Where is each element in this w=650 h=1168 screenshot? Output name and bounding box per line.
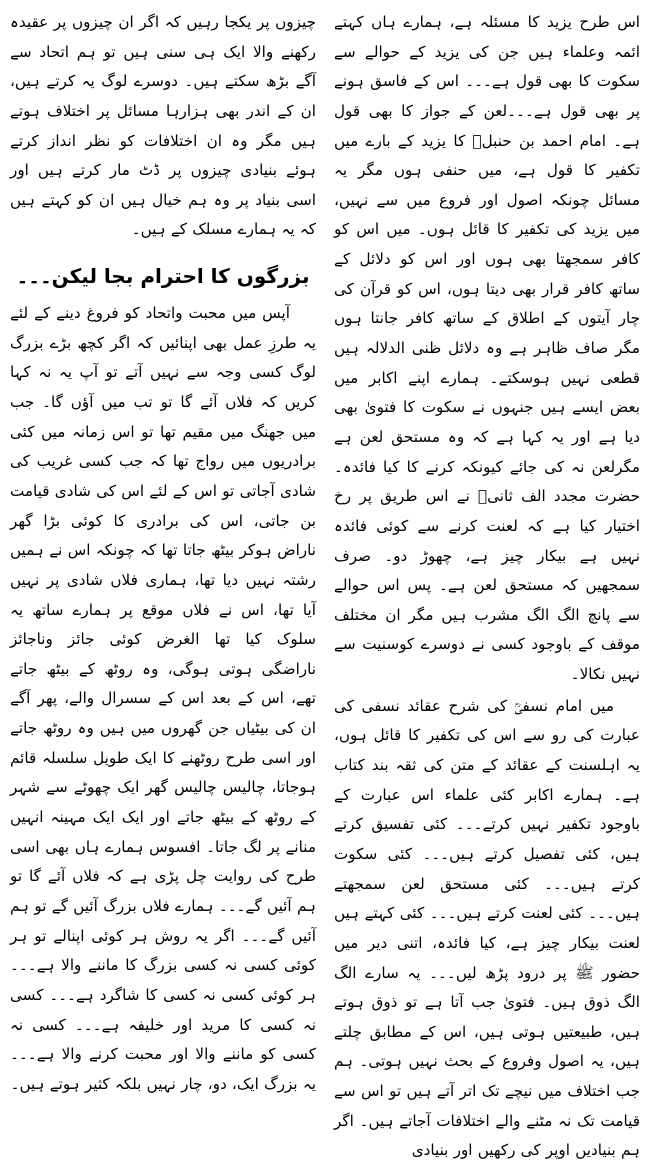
- right-column: [334, 8, 640, 1168]
- paragraph: اس طرح یزید کا مسئلہ ہے، ہمارے ہاں کہتے ائمہ وعلماء ہیں جن کی یزید کے حوالے سے سکوت کا بھی قول ہے۔۔۔ اس کے فاسق ہونے پر بھی قول ہے۔۔۔لعن کے جواز کا بھی قول ہے۔ امام احمد بن حنبلؒ کا یزید کے بارے میں تکفیر کا قول ہے، میں حنفی ہوں مگر یہ مسائل چونکہ اصول اور فروع میں سے نہیں، میں یزید کی تکفیر کا قائل ہوں۔ میں اس کو کافر سمجھتا بھی ہوں اور اس کو دلائل کے ساتھ کافر قرار بھی دیتا ہوں، اس کو قرآن کی چار آیتوں کے اطلاق کے ساتھ کافر جانتا ہوں مگر صاف ظاہر ہے وہ دلائل ظنی الدلالہ ہیں قطعی نہیں ہوسکتے۔ ہمارے اپنے اکابر میں بعض ایسے ہیں جنہوں نے سکوت کا فتویٰ بھی دیا ہے اور یہ کہا ہے کہ وہ مستحق لعن ہے مگرلعن نہ کی جائے کیونکہ کرنے کا کیا فائدہ۔ حضرت مجدد الف ثانیؒ نے اس طریق پر رخ اختیار کیا ہے کہ لعنت کرنے سے کوئی فائدہ نہیں ہے بیکار چیز ہے، چھوڑ دو۔ صرف سمجھیں کہ مستحق لعن ہے۔ پس اس حوالے سے پانچ الگ الگ مشرب ہیں مگر ان مختلف موقف کے باوجود کسی نے دوسرے کوسنیت سے نہیں نکالا۔: [334, 13, 640, 684]
- section-heading: بزرگوں کا احترام بجا لیکن۔۔۔: [16, 264, 310, 289]
- two-column-layout: [10, 8, 640, 1160]
- paragraph: چیزوں پر یکجا رہیں کہ اگر ان چیزوں پر عقیدہ رکھنے والا ایک ہی سنی ہیں تو ہم اتحاد سے آگے بڑھ سکتے ہیں۔ دوسرے لوگ یہ کرتے ہیں، ان کے اندر بھی ہزارہا مسائل پر اختلاف ہوتے ہیں مگر وہ ان اختلافات کو نظر انداز کرتے ہوئے بنیادی چیزوں پر ڈٹ مار کرتے ہیں اور اسی بنیاد پر وہ ہم خیال ہیں ان کو کہتے ہیں کہ یہ ہمارے مسلک کے ہیں۔: [10, 13, 316, 239]
- left-column: [10, 8, 316, 1101]
- paragraph: میں امام نسفیؒ کی شرح عقائد نسفی کی عبارت کی رو سے اس کی تکفیر کا قائل ہوں، یہ اہلسنت کے عقائد کے متن کی ثقہ بند کتاب ہے۔ ہمارے اکابر کئی علماء اس عبارت کے باوجود تکفیر نہیں کرتے۔۔۔ کئی تفسیق کرتے ہیں، کئی تفصیل کرتے ہیں۔۔۔ کئی سکوت کرتے ہیں۔۔۔ کئی مستحق لعن سمجھتے ہیں۔۔۔ کئی لعنت کرتے ہیں۔۔۔ کئی کہتے ہیں لعنت بیکار چیز ہے، کیا فائدہ، اتنی دیر میں حضور ﷺ پر درود پڑھ لیں۔۔۔ یہ سارے الگ الگ ذوق ہیں۔ فتویٰ جب آتا ہے تو ذوق ہوتے ہیں، طبیعتیں ہوتی ہیں، اس کے مطابق چلتے ہیں، یہ اصول وفروع کے بحث نہیں ہوتی۔ ہم جب اختلاف میں نیچے تک اتر آتے ہیں تو اس سے قیامت تک نہ مٹنے والے اختلافات آجاتے ہیں۔ اگر ہم بنیادیں اوپر کی رکھیں اور بنیادی: [334, 696, 640, 1160]
- paragraph: آپس میں محبت واتحاد کو فروغ دینے کے لئے یہ طرزِ عمل بھی اپنائیں کہ اگر کچھ بڑے بزرگ لوگ کسی وجہ سے نہیں آتے تو آپ یہ نہ کہا کریں کہ فلاں آئے گا تو تب میں آؤں گا۔ جب میں جھنگ میں مقیم تھا تو اس زمانہ میں کئی برادریوں میں رواج تھا کہ جب کسی غریب کی شادی آجاتی تو اس کے لئے اس کی شادی قیامت بن جاتی، اس کی برادری کا کوئی بڑا گھر ناراض ہوکر بیٹھ جاتا تھا کہ چونکہ اس نے ہمیں رشتہ نہیں دیا تھا، ہماری فلاں شادی پر نہیں آیا تھا، اس نے فلاں موقع پر ہمارے ساتھ یہ سلوک کیا تھا الغرض کوئی جائز وناجائز ناراضگی ہوتی ہوگی، وہ روٹھ کے بیٹھ جاتے تھے، اس کے بعد اس کے سسرال والے، پھر آگے ان کی بیٹیاں جن گھروں میں ہیں وہ روٹھ جاتے اور اسی طرح روٹھنے کا ایک طویل سلسلہ قائم ہوجاتا، چالیس چالیس گھر ایک چھوٹے سے شہر کے روٹھ کے بیٹھ جاتے اور ایک ایک مہینہ انہیں منانے پر لگ جاتا۔ افسوس ہمارے ہاں بھی اسی طرح کی روایت چل پڑی ہے کہ فلاں آئے گا تو ہم آئیں گے۔۔۔ ہمارے فلاں بزرگ آئیں گے تو ہم آئیں گے۔۔۔ اگر یہ روش ہر کوئی اپنالے تو ہر کوئی کسی نہ کسی بزرگ کا ماننے والا ہے۔۔۔ ہر کوئی کسی نہ کسی کا شاگرد ہے۔۔۔ کسی نہ کسی کا مرید اور خلیفہ ہے۔۔۔ کسی نہ کسی کو ماننے والا اور محبت کرنے والا ہے۔۔۔ یہ بزرگ ایک، دو، چار نہیں بلکہ کثیر ہوتے ہیں۔: [10, 304, 316, 1093]
